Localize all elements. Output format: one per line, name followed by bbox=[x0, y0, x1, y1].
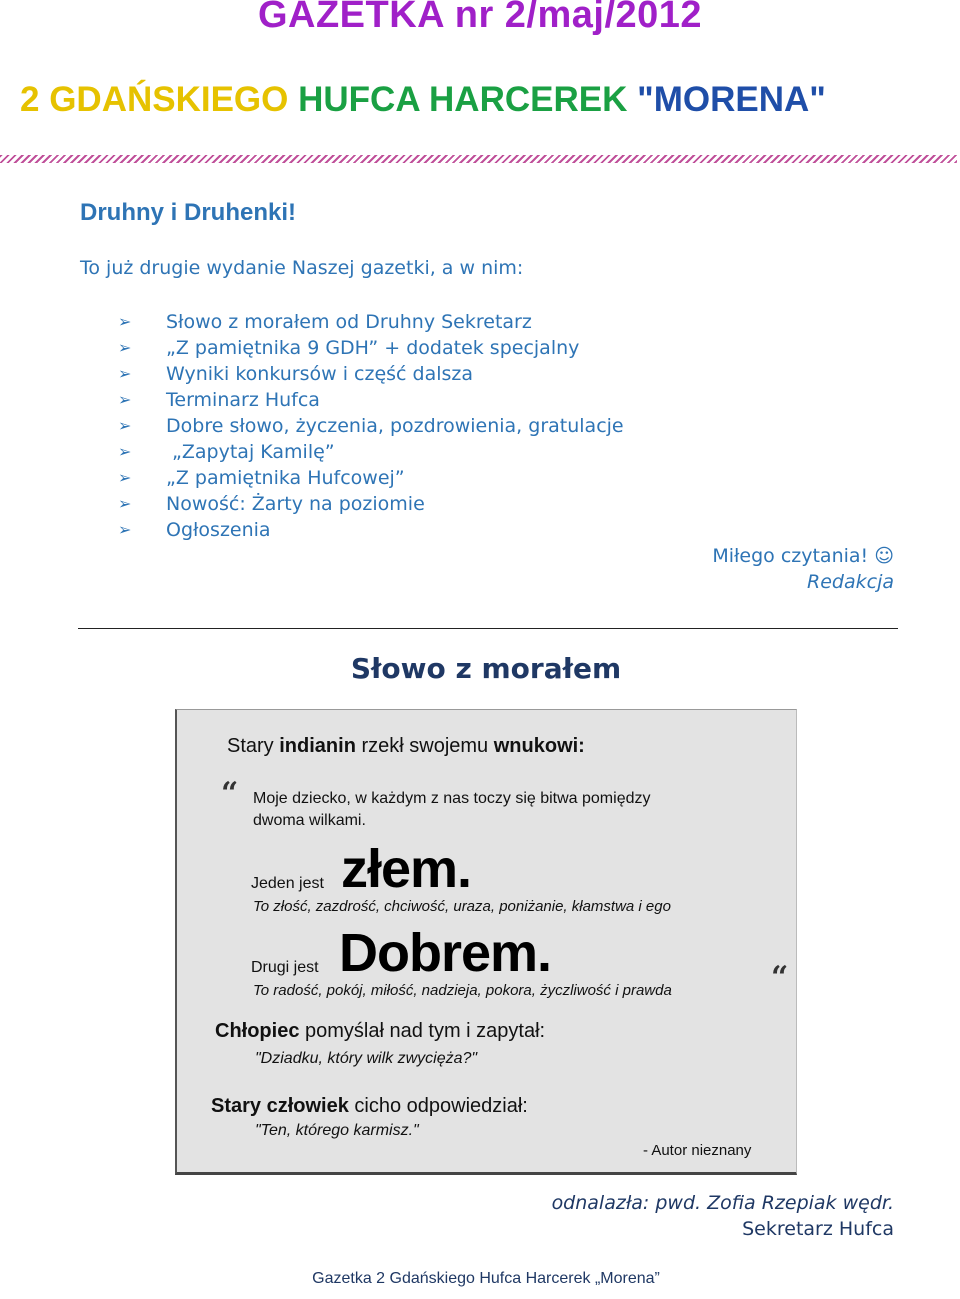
arrowhead-bullet-icon: ➢ bbox=[118, 390, 132, 409]
arrowhead-bullet-icon: ➢ bbox=[118, 468, 132, 487]
arrowhead-bullet-icon: ➢ bbox=[118, 338, 132, 357]
arrowhead-bullet-icon: ➢ bbox=[118, 416, 132, 435]
troop-name-heading bbox=[20, 80, 826, 120]
troop-name-part-2: HUFCA HARCEREK bbox=[298, 80, 638, 119]
list-item: ➢ Słowo z morałem od Druhny Sekretarz bbox=[118, 311, 532, 333]
close-quote-mark: “ bbox=[771, 960, 789, 995]
arrowhead-bullet-icon: ➢ bbox=[118, 312, 132, 331]
page-footer: Gazetka 2 Gdańskiego Hufca Harcerek „Morena” bbox=[312, 1270, 660, 1287]
decorative-divider bbox=[0, 155, 957, 163]
author-note: - Autor nieznany bbox=[643, 1142, 752, 1159]
arrowhead-bullet-icon: ➢ bbox=[118, 520, 132, 539]
old-man-line: Stary człowiek cicho odpowiedział: bbox=[211, 1095, 528, 1117]
arrowhead-bullet-icon: ➢ bbox=[118, 364, 132, 383]
boy-question: "Dziadku, który wilk zwycięża?" bbox=[255, 1050, 478, 1067]
contents-list bbox=[118, 309, 624, 543]
list-item: ➢ „Z pamiętnika Hufcowej” bbox=[118, 467, 405, 489]
list-item: ➢ Dobre słowo, życzenia, pozdrowienia, gratulacje bbox=[118, 415, 624, 437]
moral-story-image bbox=[175, 709, 797, 1175]
troop-name-part-3: "MORENA" bbox=[637, 80, 826, 119]
closing-wish: Miłego czytania! ☺ bbox=[712, 545, 894, 567]
newsletter-title: GAZETKA nr 2/maj/2012 bbox=[257, 0, 703, 36]
boy-line: Chłopiec pomyślał nad tym i zapytał: bbox=[215, 1020, 546, 1042]
list-item: ➢ Nowość: Żarty na poziomie bbox=[118, 493, 425, 515]
good-description: To radość, pokój, miłość, nadzieja, pokora, życzliwość i prawda bbox=[253, 982, 672, 999]
troop-name-part-1: 2 GDAŃSKIEGO bbox=[20, 80, 299, 119]
other-is-label: Drugi jest bbox=[251, 959, 319, 976]
arrowhead-bullet-icon: ➢ bbox=[118, 494, 132, 513]
moral-intro-line: Stary indianin rzekł swojemu wnukowi: bbox=[227, 735, 585, 757]
one-is-label: Jeden jest bbox=[251, 875, 324, 892]
list-item: ➢ „Zapytaj Kamilę” bbox=[118, 441, 335, 463]
section-divider bbox=[78, 628, 898, 629]
list-item: ➢ Ogłoszenia bbox=[118, 519, 271, 541]
arrowhead-bullet-icon: ➢ bbox=[118, 442, 132, 461]
moral-line-2: Moje dziecko, w każdym z nas toczy się bitwa pomiędzy bbox=[253, 790, 651, 807]
list-item: ➢ „Z pamiętnika 9 GDH” + dodatek specjalny bbox=[118, 337, 580, 359]
evil-word: złem. bbox=[341, 839, 472, 899]
section-title: Słowo z morałem bbox=[350, 652, 622, 685]
greeting-heading: Druhny i Druhenki! bbox=[80, 199, 297, 226]
credit-role: Sekretarz Hufca bbox=[742, 1218, 894, 1240]
evil-description: To złość, zazdrość, chciwość, uraza, poniżanie, kłamstwa i ego bbox=[253, 898, 671, 915]
open-quote-mark: “ bbox=[221, 776, 239, 811]
found-by-credit: odnalazła: pwd. Zofia Rzepiak wędr. bbox=[551, 1192, 894, 1214]
good-word: Dobrem. bbox=[339, 923, 552, 983]
intro-lead: To już drugie wydanie Naszej gazetki, a w nim: bbox=[80, 257, 524, 279]
old-man-answer: "Ten, którego karmisz." bbox=[255, 1122, 419, 1139]
editorial-signature: Redakcja bbox=[807, 571, 894, 593]
list-item: ➢ Terminarz Hufca bbox=[118, 389, 320, 411]
list-item: ➢ Wyniki konkursów i część dalsza bbox=[118, 363, 474, 385]
moral-line-3: dwoma wilkami. bbox=[253, 812, 366, 829]
